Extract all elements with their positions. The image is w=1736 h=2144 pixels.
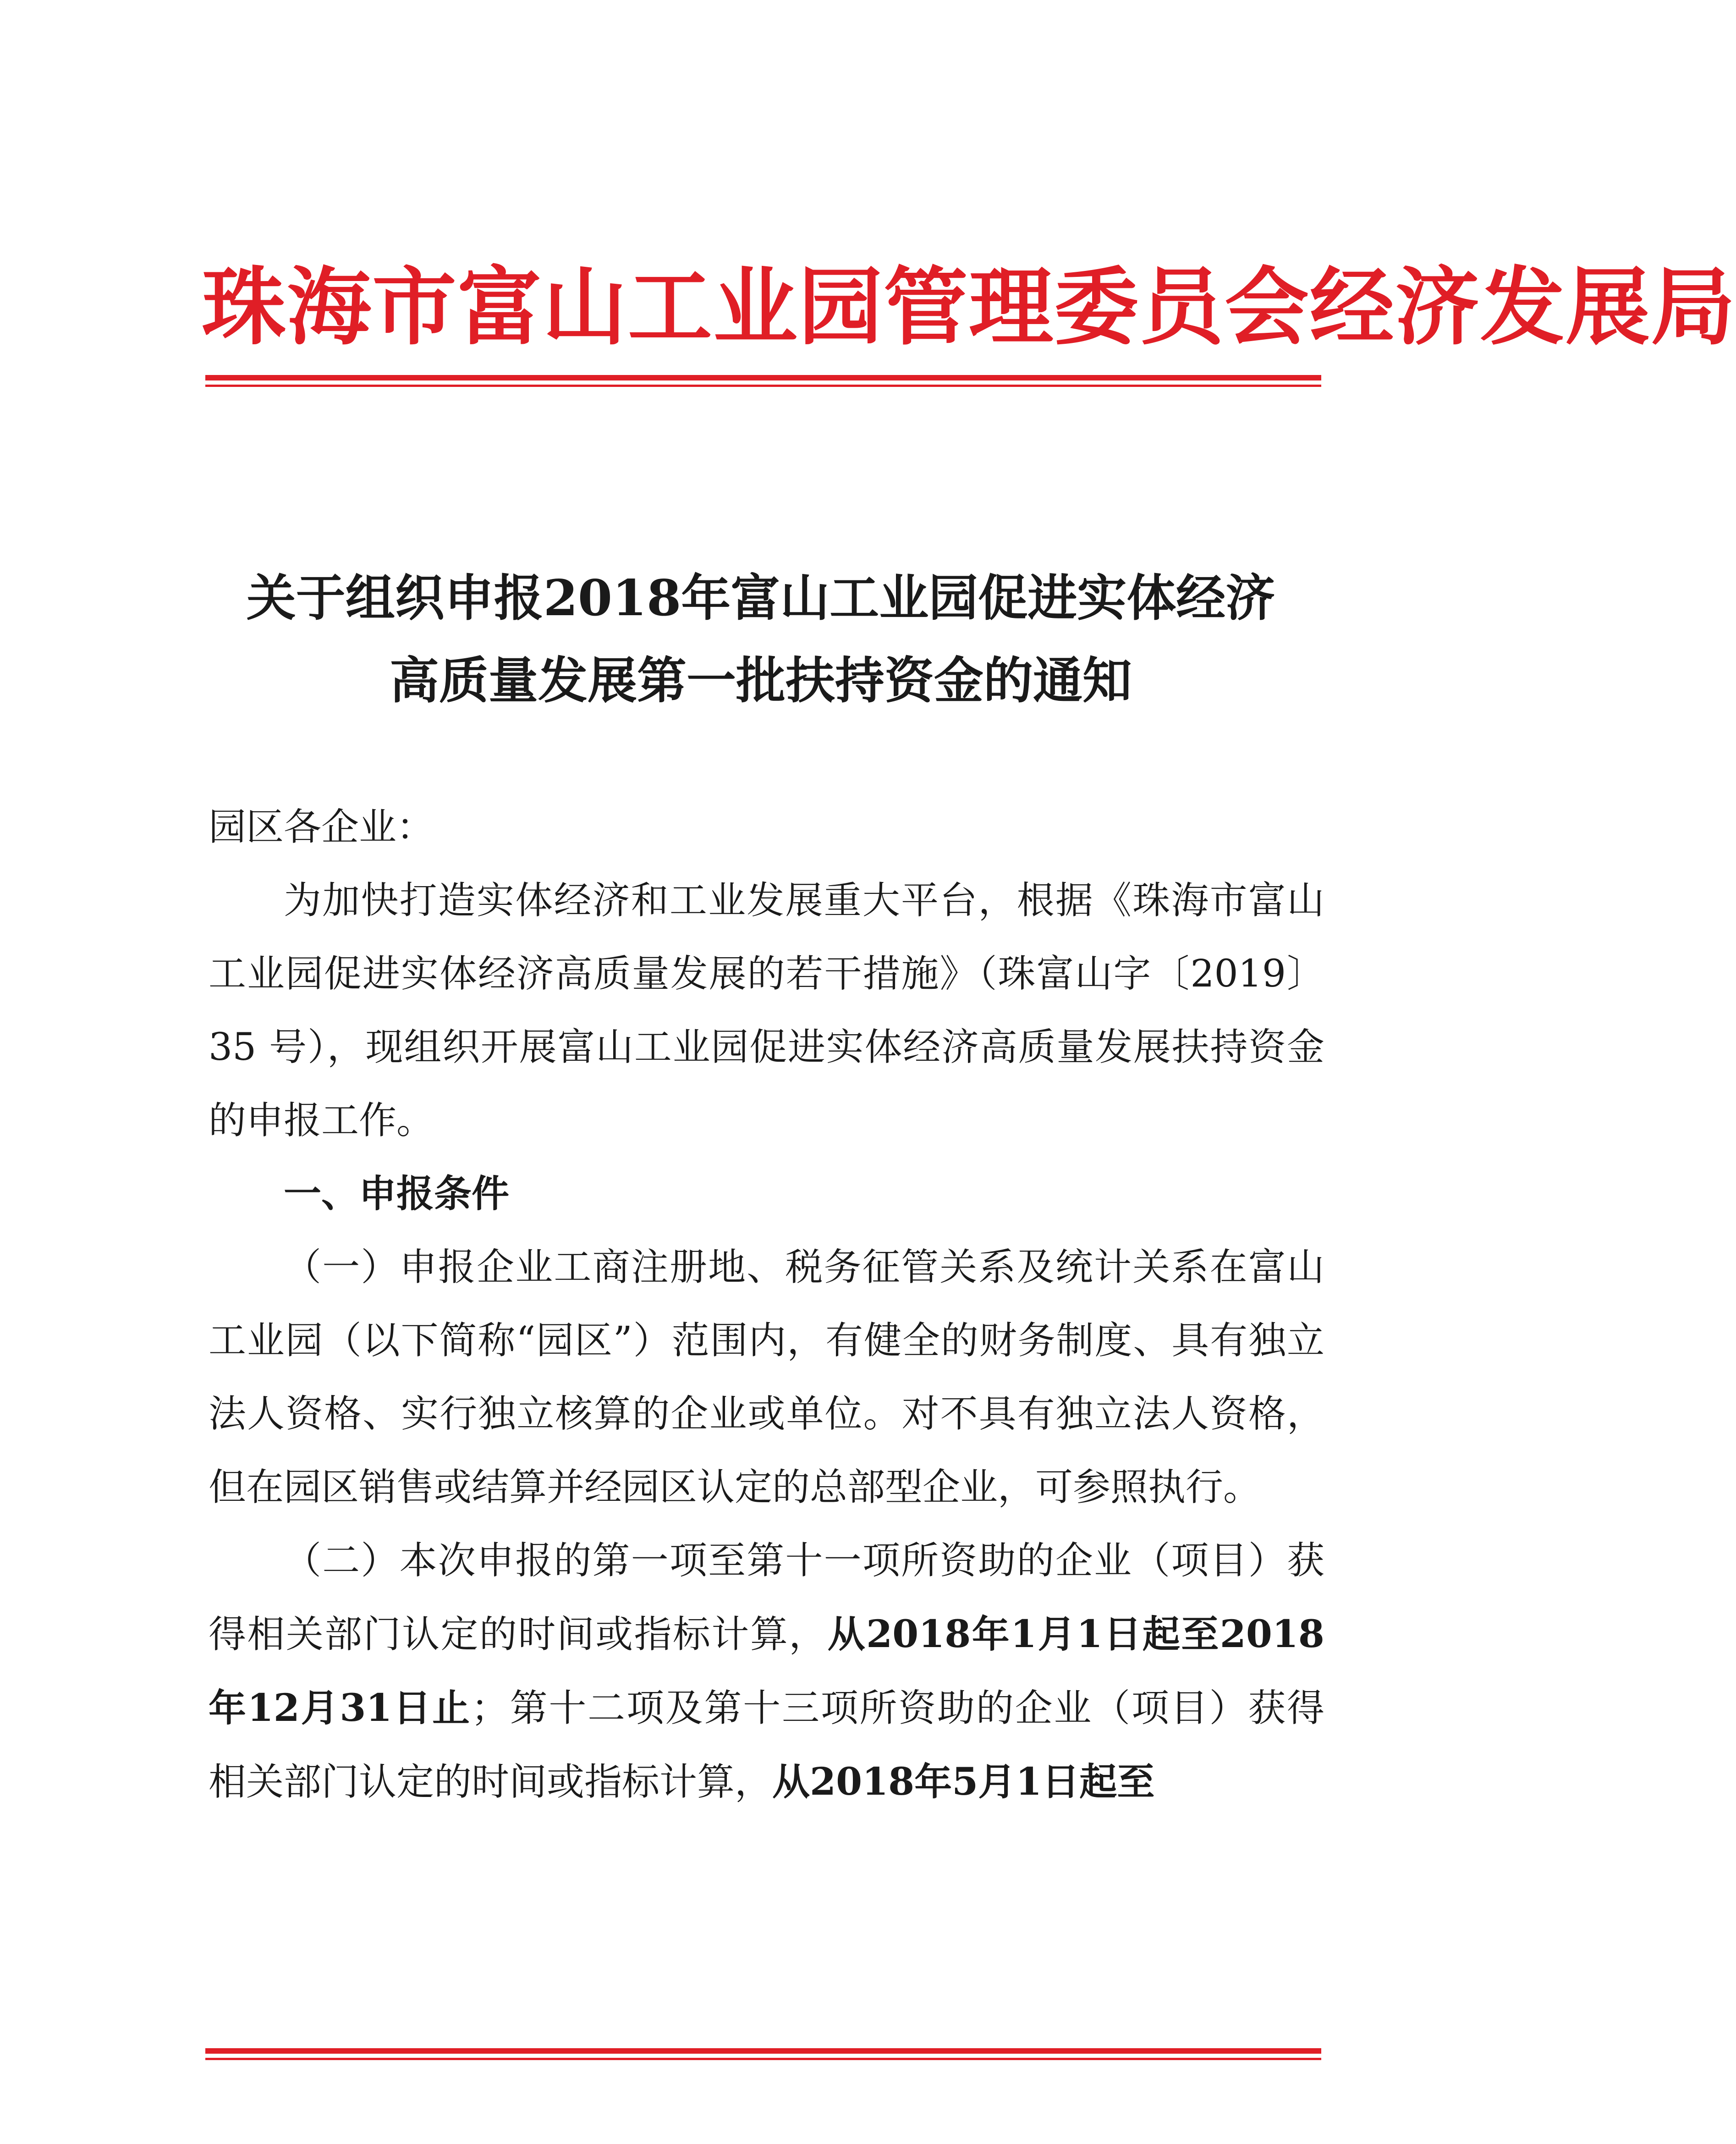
- intro-paragraph: 为加快打造实体经济和工业发展重大平台，根据《珠海市富山工业园促进实体经济高质量发展的若干措施》（珠富山字〔2019〕35 号），现组织开展富山工业园促进实体经济高质量发展扶持资金的申报工作。: [209, 879, 1324, 1142]
- condition-item-2-text-a: （二）本次申报的第一项至第十一项所资助的企业（项目）获得相关部门认定的时间或指标计算，: [209, 1539, 1324, 1656]
- letterhead-red-rule: [205, 375, 1321, 387]
- footer-red-rule: [205, 2048, 1321, 2060]
- condition-item-2-text-b: ；第十二项及第十三项所资助的企业（项目）获得相关部门认定的时间或指标计算，: [209, 1687, 1324, 1804]
- condition-item-1: （一）申报企业工商注册地、税务征管关系及统计关系在富山工业园（以下简称“园区”）范围内，有健全的财务制度、具有独立法人资格、实行独立核算的企业或单位。对不具有独立法人资格，但在园区销售或结算并经园区认定的总部型企业，可参照执行。: [209, 1246, 1324, 1509]
- document-title: [202, 557, 1320, 722]
- salutation: 园区各企业：: [209, 805, 434, 849]
- document-title-line-1: 关于组织申报2018年富山工业园促进实体经济: [246, 569, 1275, 627]
- condition-item-2: [209, 1524, 1324, 1819]
- condition-item-2-date-range-2: 从2018年5月1日起至: [772, 1760, 1155, 1804]
- document-title-line-2: 高质量发展第一批扶持资金的通知: [389, 652, 1132, 710]
- condition-item-2-date-range-1: 从2018年1月1日起至2018年12月31日止: [209, 1612, 1324, 1730]
- document-body: [209, 791, 1324, 1819]
- section-heading-conditions: 一、申报条件: [284, 1172, 510, 1216]
- letterhead-issuer: 珠海市富山工业园管理委员会经济发展局: [202, 258, 1736, 357]
